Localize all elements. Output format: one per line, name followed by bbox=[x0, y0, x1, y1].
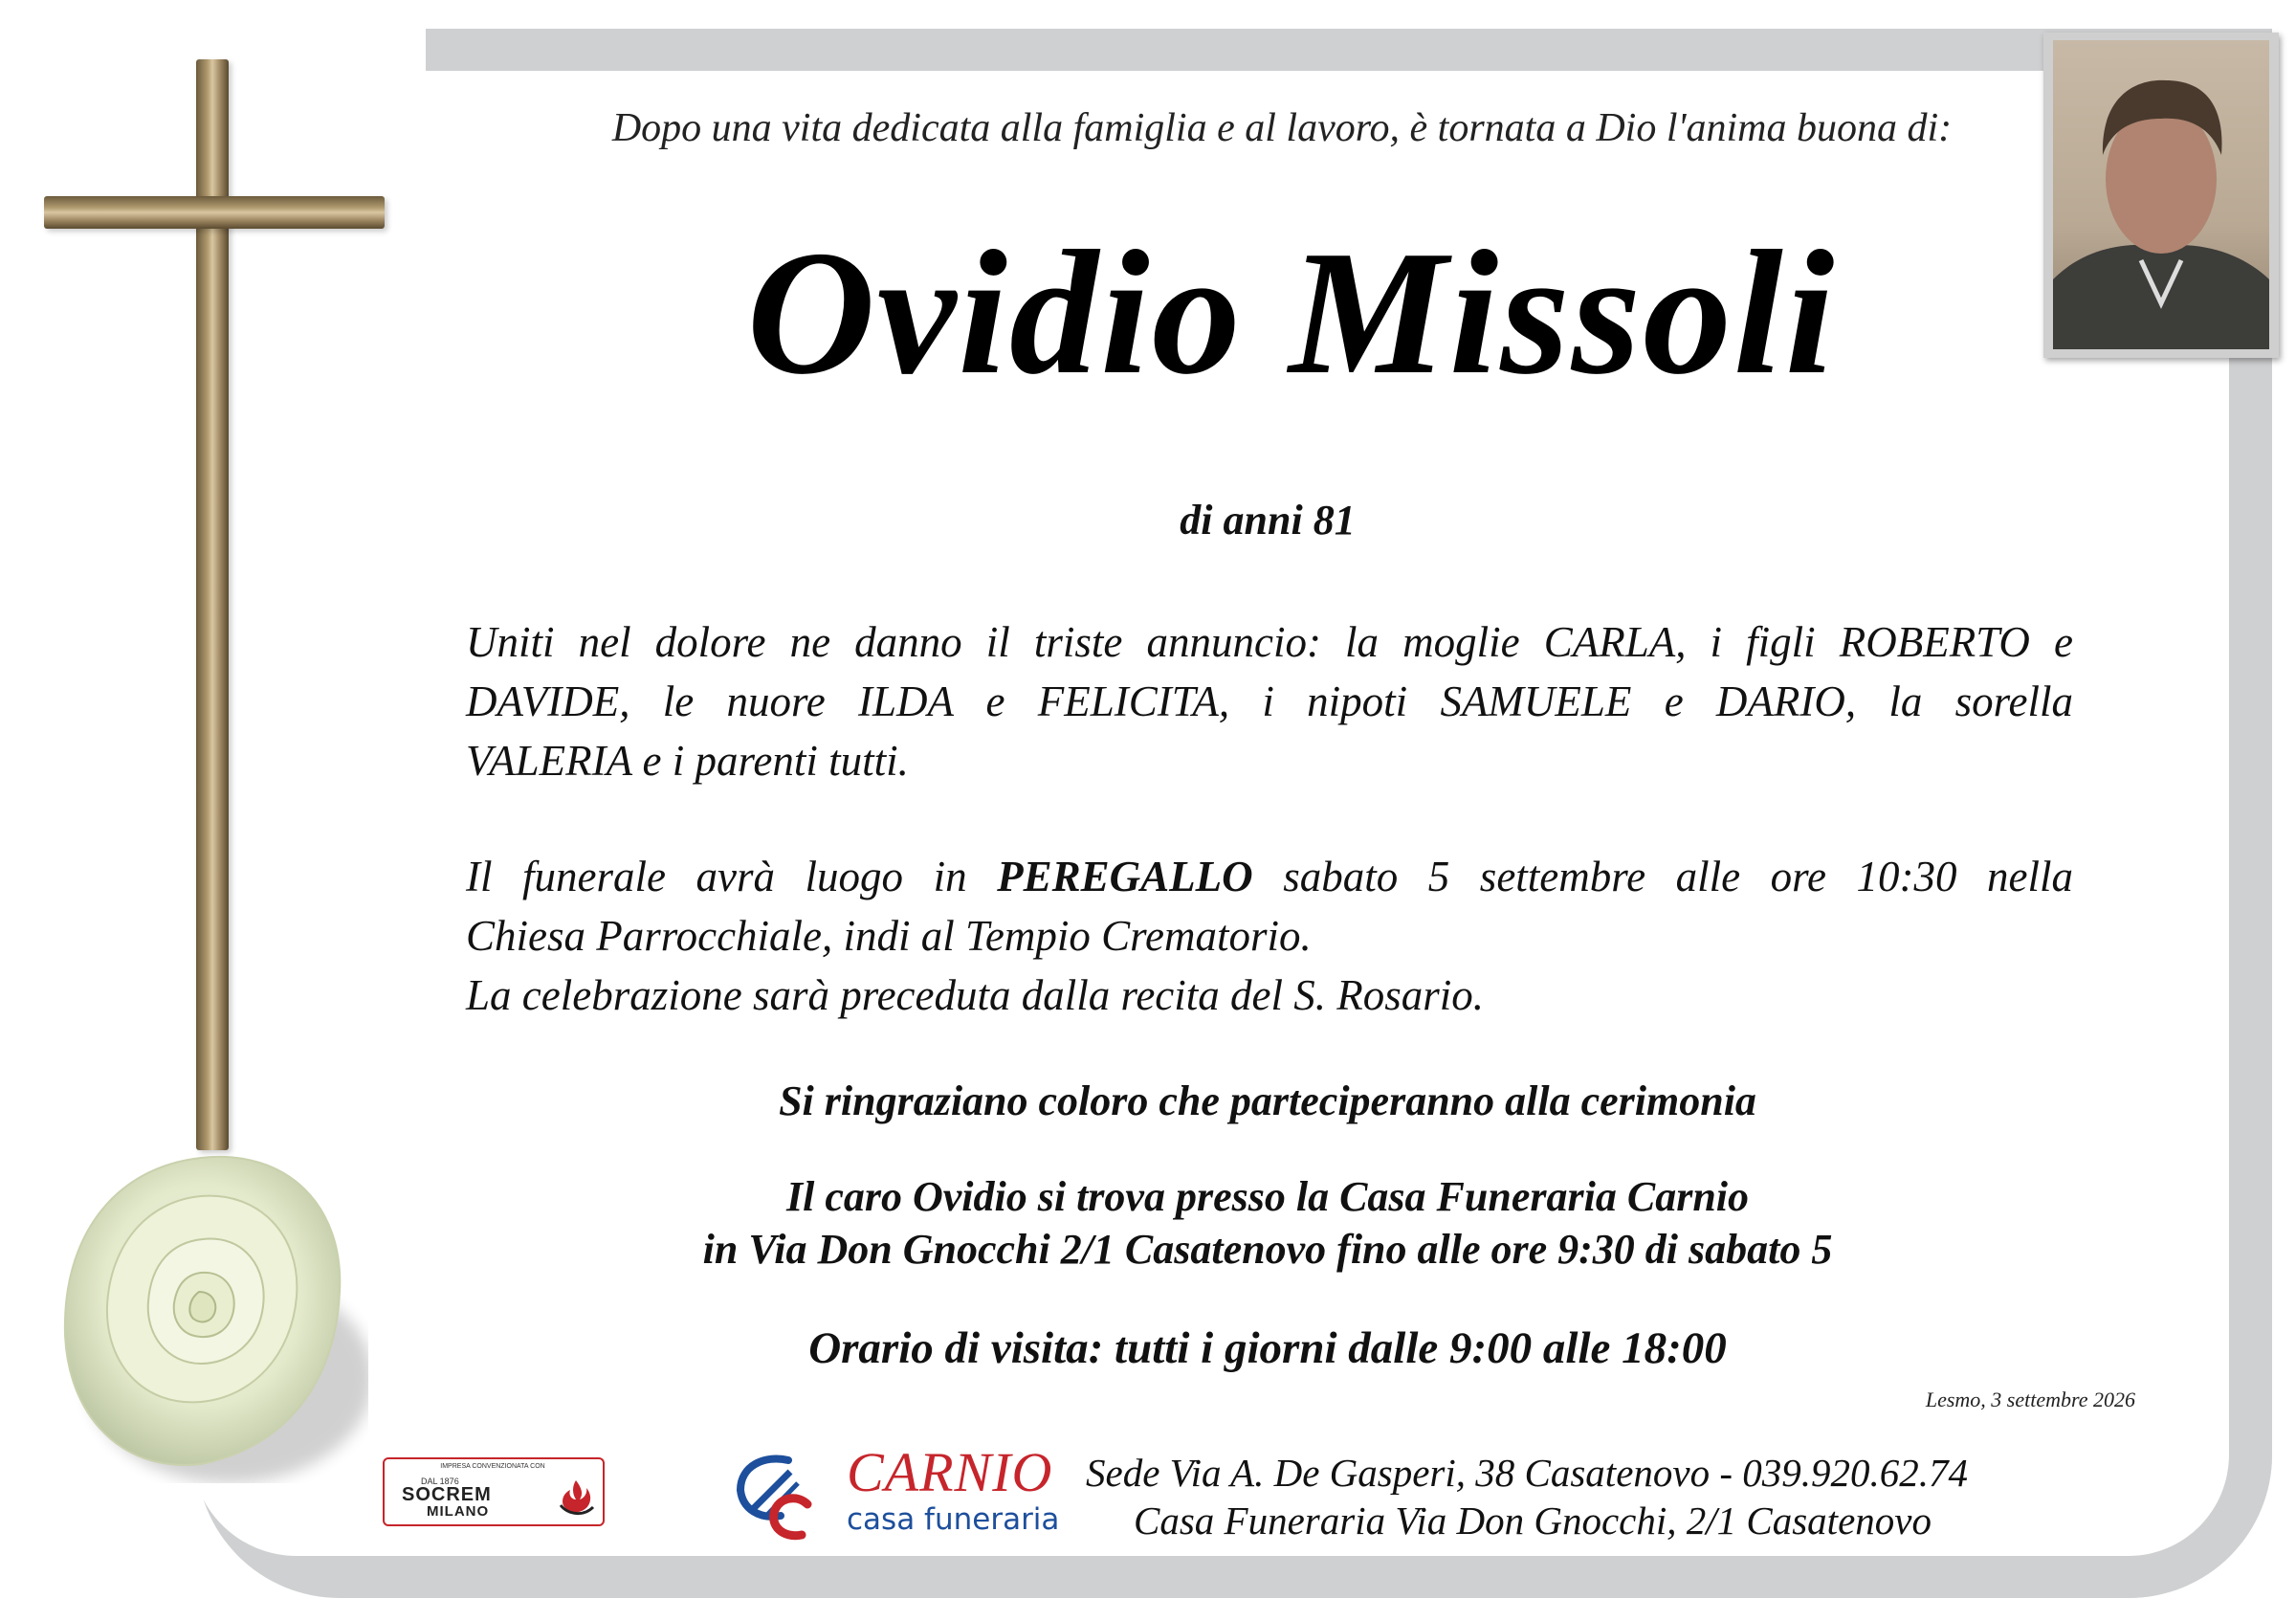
funeral-post-text: sabato 5 settembre alle ore 10:30 nella bbox=[1283, 853, 2073, 900]
visiting-hours: Orario di visita: tutti i giorni dalle 9:00 alle 18:00 bbox=[808, 1323, 1727, 1373]
location-line: in Via Don Gnocchi 2/1 Casatenovo fino alle ore 9:30 di sabato 5 bbox=[702, 1226, 1833, 1273]
funeral-line: La celebrazione sarà preceduta dalla recita del S. Rosario. bbox=[466, 971, 1485, 1019]
socrem-since: DAL 1876 bbox=[421, 1477, 459, 1486]
socrem-logo bbox=[383, 1457, 605, 1526]
funeral-paragraph bbox=[466, 847, 2073, 1025]
socrem-city: MILANO bbox=[427, 1503, 490, 1520]
address-line: Sede Via A. De Gasperi, 38 Casatenovo - 039.920.62.74 bbox=[1086, 1451, 1968, 1495]
flame-hand-icon bbox=[555, 1477, 597, 1519]
socrem-name: SOCREM bbox=[402, 1484, 492, 1505]
white-rose-icon bbox=[38, 1139, 368, 1483]
location-line: Il caro Ovidio si trova presso la Casa Funeraria Carnio bbox=[785, 1173, 1750, 1220]
deceased-name: Ovidio Missoli bbox=[746, 214, 1837, 411]
carnio-name: CARNIO bbox=[847, 1441, 1053, 1503]
frame-top-border bbox=[426, 29, 2272, 71]
thanks-text: Si ringraziano coloro che parteciperanno alla cerimonia bbox=[779, 1077, 1756, 1124]
family-line: VALERIA e i parenti tutti. bbox=[466, 737, 909, 785]
funeral-place: PEREGALLO bbox=[997, 853, 1253, 900]
socrem-tagline: IMPRESA CONVENZIONATA CON bbox=[440, 1463, 545, 1470]
intro-text: Dopo una vita dedicata alla famiglia e al lavoro, è tornata a Dio l'anima buona di: bbox=[611, 106, 1953, 150]
funeral-line: Chiesa Parrocchiale, indi al Tempio Crematorio. bbox=[466, 912, 1312, 960]
deceased-age: di anni 81 bbox=[1180, 497, 1356, 544]
family-line: Uniti nel dolore ne danno il triste annuncio: la moglie CARLA, i figli ROBERTO e bbox=[466, 618, 2073, 666]
family-line: DAVIDE, le nuore ILDA e FELICITA, i nipoti SAMUELE e DARIO, la sorella bbox=[466, 677, 2073, 725]
place-date: Lesmo, 3 settembre 2026 bbox=[1925, 1388, 2135, 1411]
family-paragraph bbox=[466, 612, 2073, 790]
address-line: Casa Funeraria Via Don Gnocchi, 2/1 Casatenovo bbox=[1134, 1499, 1932, 1543]
funeral-line bbox=[466, 847, 2073, 906]
funeral-pre-text: Il funerale avrà luogo in bbox=[466, 853, 967, 900]
carnio-subtitle: casa funeraria bbox=[847, 1502, 1060, 1537]
cross-bar-icon bbox=[44, 196, 385, 229]
carnio-logo-icon bbox=[731, 1447, 817, 1543]
